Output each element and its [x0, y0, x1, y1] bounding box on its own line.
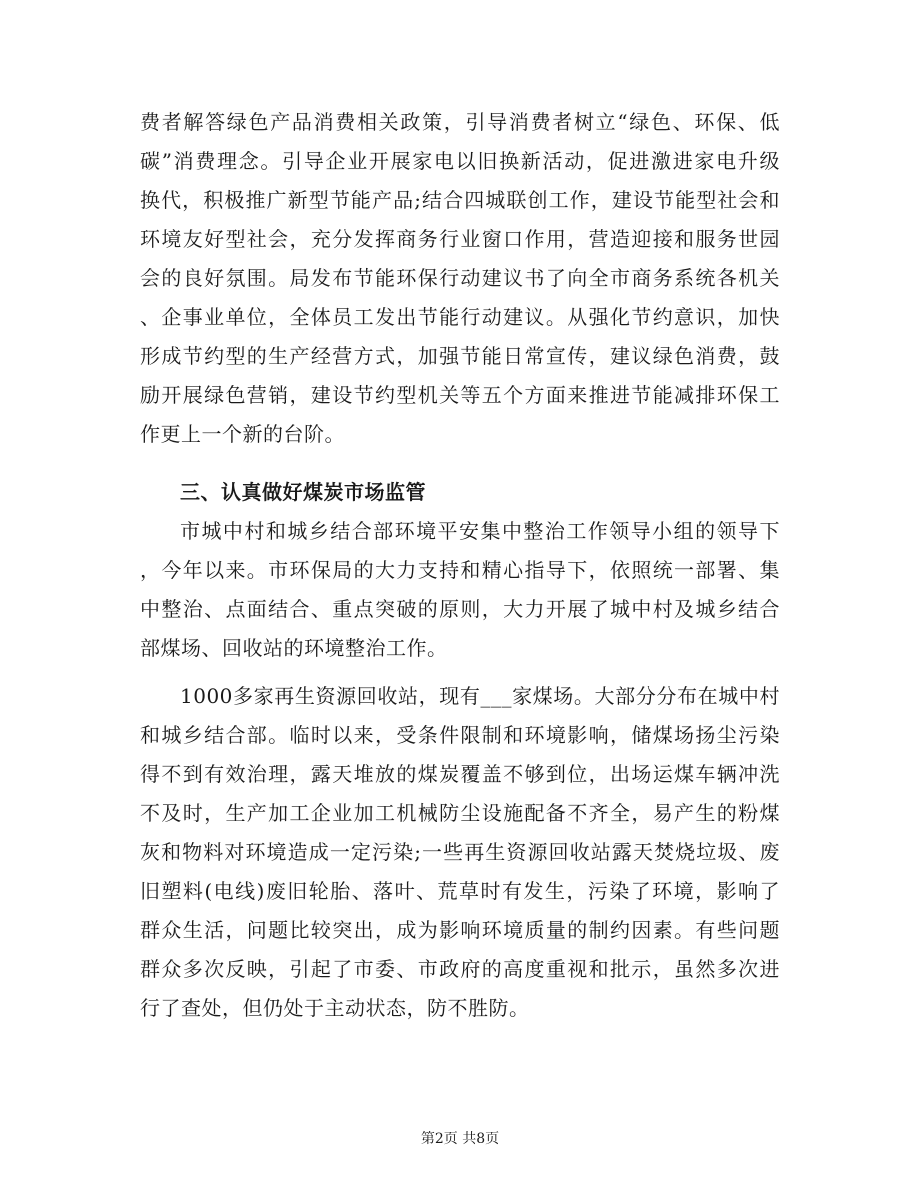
paragraph-line: 市城中村和城乡结合部环境平安集中整治工作领导小组的领导下 [180, 519, 780, 543]
paragraph-line: 换代，积极推广新型节能产品;结合四城联创工作，建设节能型社会和 [140, 188, 780, 212]
paragraph-line: 不及时，生产加工企业加工机械防尘设施配备不齐全，易产生的粉煤 [140, 801, 780, 825]
paragraph-line: 旧塑料(电线)废旧轮胎、落叶、荒草时有发生，污染了环境，影响了 [140, 879, 780, 903]
paragraph-line: 、企事业单位，全体员工发出节能行动建议。从强化节约意识，加快 [140, 305, 780, 329]
paragraph-line: 群众生活，问题比较突出，成为影响环境质量的制约因素。有些问题 [140, 918, 780, 942]
paragraph-line: ，今年以来。市环保局的大力支持和精心指导下，依照统一部署、集 [140, 558, 780, 582]
paragraph-line: 和城乡结合部。临时以来，受条件限制和环境影响，储煤场扬尘污染 [140, 723, 780, 747]
paragraph-line: 会的良好氛围。局发布节能环保行动建议书了向全市商务系统各机关 [140, 266, 780, 290]
paragraph-line: 中整治、点面结合、重点突破的原则，大力开展了城中村及城乡结合 [140, 597, 780, 621]
paragraph-line: 作更上一个新的台阶。 [140, 422, 345, 446]
section-heading: 三、认真做好煤炭市场监管 [180, 480, 426, 504]
paragraph-line: 群众多次反映，引起了市委、市政府的高度重视和批示，虽然多次进 [140, 957, 780, 981]
paragraph-line: 碳”消费理念。引导企业开展家电以旧换新活动，促进激进家电升级 [140, 149, 780, 173]
paragraph-line: 费者解答绿色产品消费相关政策，引导消费者树立“绿色、环保、低 [140, 110, 780, 134]
paragraph-line: 形成节约型的生产经营方式，加强节能日常宣传，建议绿色消费，鼓 [140, 344, 780, 368]
paragraph-line: 灰和物料对环境造成一定污染;一些再生资源回收站露天焚烧垃圾、废 [140, 840, 780, 864]
paragraph-line: 得不到有效治理，露天堆放的煤炭覆盖不够到位，出场运煤车辆冲洗 [140, 762, 780, 786]
paragraph-line: 环境友好型社会，充分发挥商务行业窗口作用，营造迎接和服务世园 [140, 227, 780, 251]
paragraph-line: 部煤场、回收站的环境整治工作。 [140, 636, 448, 660]
paragraph-line: 励开展绿色营销，建设节约型机关等五个方面来推进节能减排环保工 [140, 383, 780, 407]
page-indicator: 第2页 共8页 [420, 1131, 500, 1147]
paragraph-line: 1000多家再生资源回收站，现有___家煤场。大部分分布在城中村 [180, 684, 780, 708]
paragraph-line: 行了查处，但仍处于主动状态，防不胜防。 [140, 996, 530, 1020]
